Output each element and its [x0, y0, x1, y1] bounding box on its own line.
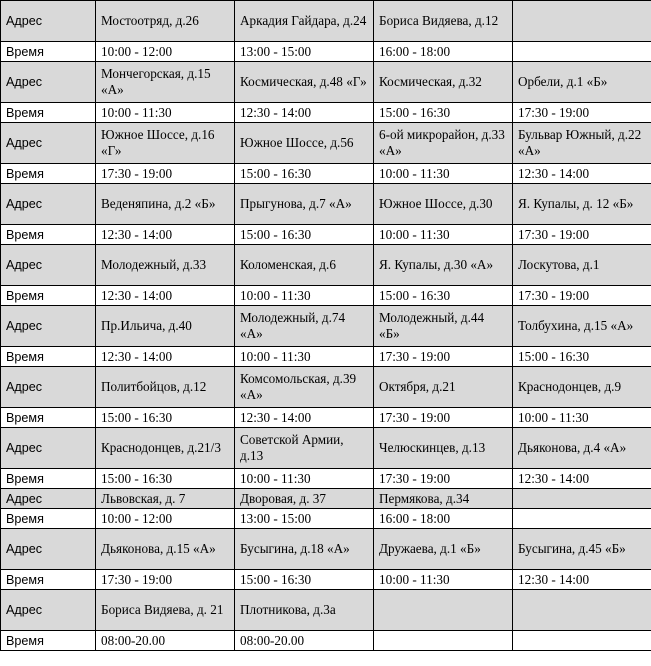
address-cell: Аркадия Гайдара, д.24	[235, 1, 374, 42]
time-cell	[513, 42, 651, 62]
time-row	[1, 469, 651, 489]
address-cell: Бориса Видяева, д.12	[374, 1, 513, 42]
time-cell	[513, 631, 651, 651]
address-row	[1, 367, 651, 408]
time-label: Время	[1, 164, 96, 184]
address-cell: Южное Шоссе, д.56	[235, 123, 374, 164]
address-label: Адрес	[1, 306, 96, 347]
address-cell: Октября, д.21	[374, 367, 513, 408]
time-cell	[374, 631, 513, 651]
time-row	[1, 103, 651, 123]
address-cell: Краснодонцев, д.21/3	[96, 428, 235, 469]
time-row	[1, 408, 651, 428]
address-cell: Пр.Ильича, д.40	[96, 306, 235, 347]
time-cell: 08:00-20.00	[96, 631, 235, 651]
address-row	[1, 529, 651, 570]
time-cell: 15:00 - 16:30	[96, 408, 235, 428]
time-cell: 10:00 - 11:30	[235, 469, 374, 489]
time-cell: 17:30 - 19:00	[513, 286, 651, 306]
time-cell: 17:30 - 19:00	[374, 469, 513, 489]
time-label: Время	[1, 408, 96, 428]
time-cell: 10:00 - 11:30	[374, 570, 513, 590]
address-cell	[513, 489, 651, 509]
address-row	[1, 184, 651, 225]
address-cell: 6-ой микрорайон, д.33 «А»	[374, 123, 513, 164]
address-cell: Львовская, д. 7	[96, 489, 235, 509]
time-cell: 12:30 - 14:00	[235, 103, 374, 123]
time-cell: 10:00 - 12:00	[96, 509, 235, 529]
address-cell	[513, 1, 651, 42]
address-label: Адрес	[1, 590, 96, 631]
address-row	[1, 306, 651, 347]
address-label: Адрес	[1, 245, 96, 286]
time-label: Время	[1, 42, 96, 62]
time-cell: 15:00 - 16:30	[235, 225, 374, 245]
time-cell: 10:00 - 11:30	[235, 286, 374, 306]
time-cell: 16:00 - 18:00	[374, 509, 513, 529]
address-label: Адрес	[1, 62, 96, 103]
address-cell: Дружаева, д.1 «Б»	[374, 529, 513, 570]
time-label: Время	[1, 631, 96, 651]
address-cell: Молодежный, д.44 «Б»	[374, 306, 513, 347]
address-label: Адрес	[1, 428, 96, 469]
time-cell: 17:30 - 19:00	[374, 347, 513, 367]
time-cell: 12:30 - 14:00	[96, 286, 235, 306]
time-row	[1, 631, 651, 651]
address-cell	[374, 590, 513, 631]
time-cell: 13:00 - 15:00	[235, 509, 374, 529]
time-row	[1, 164, 651, 184]
time-cell: 15:00 - 16:30	[235, 570, 374, 590]
address-cell: Бульвар Южный, д.22 «А»	[513, 123, 651, 164]
address-cell: Мостоотряд, д.26	[96, 1, 235, 42]
time-cell: 13:00 - 15:00	[235, 42, 374, 62]
address-cell: Плотникова, д.3а	[235, 590, 374, 631]
time-cell: 12:30 - 14:00	[513, 469, 651, 489]
address-label: Адрес	[1, 1, 96, 42]
time-cell: 12:30 - 14:00	[96, 347, 235, 367]
time-label: Время	[1, 103, 96, 123]
address-cell: Мончегорская, д.15 «А»	[96, 62, 235, 103]
address-cell: Космическая, д.48 «Г»	[235, 62, 374, 103]
address-row	[1, 1, 651, 42]
time-cell: 15:00 - 16:30	[374, 286, 513, 306]
address-cell: Южное Шоссе, д.16 «Г»	[96, 123, 235, 164]
address-row	[1, 428, 651, 469]
time-row	[1, 225, 651, 245]
address-cell: Молодежный, д.74 «А»	[235, 306, 374, 347]
address-cell: Дворовая, д. 37	[235, 489, 374, 509]
address-cell: Политбойцов, д.12	[96, 367, 235, 408]
time-cell: 10:00 - 11:30	[374, 225, 513, 245]
time-cell	[513, 509, 651, 529]
address-cell: Молодежный, д.33	[96, 245, 235, 286]
address-cell: Космическая, д.32	[374, 62, 513, 103]
address-row	[1, 245, 651, 286]
time-cell: 12:30 - 14:00	[513, 570, 651, 590]
time-cell: 17:30 - 19:00	[96, 164, 235, 184]
address-cell: Советской Армии, д.13	[235, 428, 374, 469]
time-cell: 10:00 - 12:00	[96, 42, 235, 62]
address-cell	[513, 590, 651, 631]
time-cell: 10:00 - 11:30	[96, 103, 235, 123]
time-cell: 15:00 - 16:30	[513, 347, 651, 367]
time-row	[1, 570, 651, 590]
address-cell: Лоскутова, д.1	[513, 245, 651, 286]
address-cell: Челюскинцев, д.13	[374, 428, 513, 469]
time-cell: 15:00 - 16:30	[235, 164, 374, 184]
address-label: Адрес	[1, 489, 96, 509]
time-cell: 12:30 - 14:00	[96, 225, 235, 245]
time-cell: 12:30 - 14:00	[235, 408, 374, 428]
address-label: Адрес	[1, 184, 96, 225]
address-cell: Я. Купалы, д. 12 «Б»	[513, 184, 651, 225]
time-label: Время	[1, 347, 96, 367]
address-cell: Коломенская, д.6	[235, 245, 374, 286]
address-label: Адрес	[1, 123, 96, 164]
address-cell: Дьяконова, д.15 «А»	[96, 529, 235, 570]
time-label: Время	[1, 570, 96, 590]
address-cell: Комсомольская, д.39 «А»	[235, 367, 374, 408]
address-cell: Краснодонцев, д.9	[513, 367, 651, 408]
address-cell: Веденяпина, д.2 «Б»	[96, 184, 235, 225]
time-row	[1, 286, 651, 306]
time-row	[1, 347, 651, 367]
address-row	[1, 489, 651, 509]
address-cell: Толбухина, д.15 «А»	[513, 306, 651, 347]
address-cell: Я. Купалы, д.30 «А»	[374, 245, 513, 286]
time-cell: 16:00 - 18:00	[374, 42, 513, 62]
schedule-body	[1, 1, 651, 651]
address-cell: Орбели, д.1 «Б»	[513, 62, 651, 103]
time-cell: 08:00-20.00	[235, 631, 374, 651]
time-label: Время	[1, 509, 96, 529]
address-cell: Бусыгина, д.45 «Б»	[513, 529, 651, 570]
time-cell: 17:30 - 19:00	[513, 103, 651, 123]
address-cell: Прыгунова, д.7 «А»	[235, 184, 374, 225]
time-label: Время	[1, 225, 96, 245]
time-cell: 12:30 - 14:00	[513, 164, 651, 184]
time-cell: 10:00 - 11:30	[374, 164, 513, 184]
time-cell: 15:00 - 16:30	[96, 469, 235, 489]
address-row	[1, 123, 651, 164]
address-label: Адрес	[1, 367, 96, 408]
time-row	[1, 509, 651, 529]
time-cell: 17:30 - 19:00	[96, 570, 235, 590]
address-cell: Южное Шоссе, д.30	[374, 184, 513, 225]
time-label: Время	[1, 286, 96, 306]
time-cell: 17:30 - 19:00	[513, 225, 651, 245]
address-cell: Бориса Видяева, д. 21	[96, 590, 235, 631]
time-cell: 15:00 - 16:30	[374, 103, 513, 123]
address-row	[1, 590, 651, 631]
address-cell: Пермякова, д.34	[374, 489, 513, 509]
time-cell: 10:00 - 11:30	[235, 347, 374, 367]
address-cell: Бусыгина, д.18 «А»	[235, 529, 374, 570]
address-label: Адрес	[1, 529, 96, 570]
time-cell: 17:30 - 19:00	[374, 408, 513, 428]
time-row	[1, 42, 651, 62]
time-label: Время	[1, 469, 96, 489]
time-cell: 10:00 - 11:30	[513, 408, 651, 428]
address-cell: Дьяконова, д.4 «А»	[513, 428, 651, 469]
address-row	[1, 62, 651, 103]
